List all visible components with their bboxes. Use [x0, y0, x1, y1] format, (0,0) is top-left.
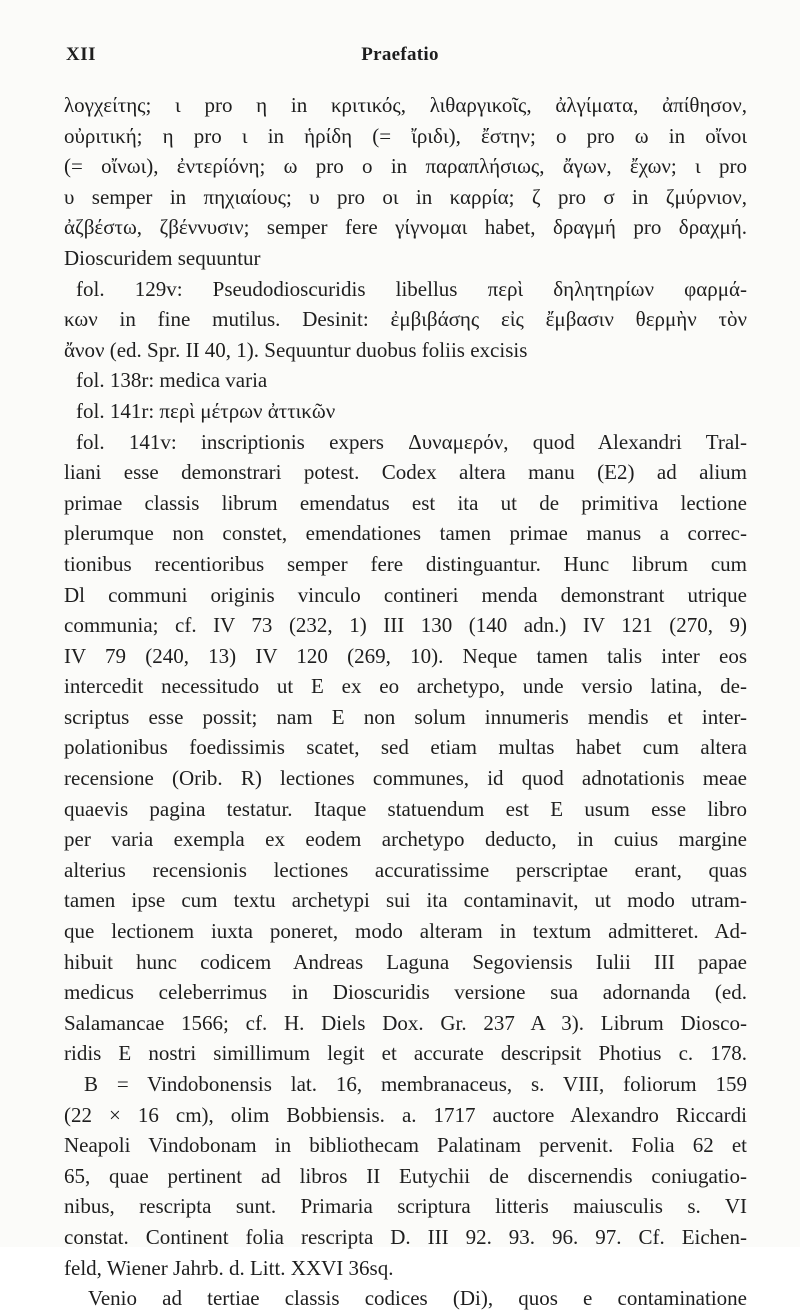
text-line: B = Vindobonensis lat. 16, membranaceus, s. VIII, foliorum 159 — [84, 1072, 747, 1096]
page-number: XII — [66, 44, 97, 65]
text-line: plerumque non constet, emendationes tamen primae manus a correc- — [64, 521, 747, 546]
text-line: tamen ipse cum textu archetypi sui ita contaminavit, ut modo utram- — [64, 888, 747, 913]
text-line: Dioscuridem sequuntur — [64, 245, 261, 270]
text-line: fol. 141r: περὶ μέτρων ἀττικῶν — [76, 398, 336, 423]
text-line: hibuit hunc codicem Andreas Laguna Segoviensis Iulii III papae — [64, 949, 747, 974]
text-line: feld, Wiener Jahrb. d. Litt. XXVI 36sq. — [64, 1255, 394, 1280]
text-line: nibus, rescripta sunt. Primaria scriptura litteris maiusculis s. VI — [64, 1194, 747, 1219]
text-line: polationibus foedissimis scatet, sed etiam multas habet cum altera — [64, 735, 747, 760]
running-title: Praefatio — [361, 44, 439, 65]
text-body — [64, 90, 747, 1314]
text-line: tionibus recentioribus semper fere distinguantur. Hunc librum cum — [64, 551, 747, 576]
text-line: ridis E nostri simillimum legit et accurate descripsit Photius c. 178. — [64, 1041, 747, 1066]
text-line: (22 × 16 cm), olim Bobbiensis. a. 1717 auctore Alexandro Riccardi — [64, 1102, 747, 1127]
text-line: medicus celeberrimus in Dioscuridis versione sua adornanda (ed. — [64, 980, 747, 1005]
text-line: communia; cf. IV 73 (232, 1) III 130 (140 adn.) IV 121 (270, 9) — [64, 613, 747, 638]
text-line: per varia exempla ex eodem archetypo deducto, in cuius margine — [64, 827, 747, 852]
text-line: scriptus esse possit; nam E non solum innumeris mendis et inter- — [64, 704, 747, 729]
text-line: Neapoli Vindobonam in bibliothecam Palatinam pervenit. Folia 62 et — [64, 1133, 747, 1158]
text-line: recensione (Orib. R) lectiones communes, id quod adnotationis meae — [64, 766, 747, 791]
text-line: υ semper in πηχιαίους; υ pro οι in καρρία; ζ pro σ in ζμύρνιον, — [64, 184, 747, 209]
text-line: alterius recensionis lectiones accuratissime perscriptae erant, quas — [64, 857, 747, 882]
text-line: fol. 138r: medica varia — [76, 368, 268, 393]
text-line: IV 79 (240, 13) IV 120 (269, 10). Neque tamen talis inter eos — [64, 643, 747, 668]
text-line: primae classis librum emendatus est ita ut de primitiva lectione — [64, 490, 747, 515]
text-line: fol. 141v: inscriptionis expers Δυναμερόν, quod Alexandri Tral- — [76, 429, 747, 454]
page-header — [58, 44, 742, 74]
text-line: constat. Continent folia rescripta D. III 92. 93. 96. 97. Cf. Eichen- — [64, 1224, 747, 1249]
text-line: οὐριτική; η pro ι in ἡρίδη (= ἴριδι), ἔστην; ο pro ω in οἴνοι — [64, 123, 747, 148]
text-line: Salamancae 1566; cf. H. Diels Dox. Gr. 237 A 3). Librum Diosco- — [64, 1010, 747, 1035]
text-line: Dl communi originis vinculo contineri menda demonstrant utrique — [64, 582, 747, 607]
text-line: que lectionem iuxta poneret, modo alteram in textum admitteret. Ad- — [64, 919, 747, 944]
text-line: fol. 129v: Pseudodioscuridis libellus περὶ δηλητηρίων φαρμά- — [76, 276, 747, 301]
text-line: intercedit necessitudo ut E ex eo archetypo, unde versio latina, de- — [64, 674, 747, 699]
text-line: liani esse demonstrari potest. Codex altera manu (E2) ad alium — [64, 460, 747, 485]
text-line: quaevis pagina testatur. Itaque statuendum est E usum esse libro — [64, 796, 747, 821]
text-line: ἀζβέστω, ζβέννυσιν; semper fere γίγνομαι habet, δραγμή pro δραχμή. — [64, 215, 747, 240]
text-line: 65, quae pertinent ad libros II Eutychii de discernendis coniugatio- — [64, 1163, 747, 1188]
text-line: Venio ad tertiae classis codices (Di), quos e contaminatione — [88, 1286, 747, 1311]
text-line: λογχείτης; ι pro η in κριτικός, λιθαργικοῖς, ἀλγίματα, ἀπίθησον, — [64, 93, 747, 117]
text-line: κων in fine mutilus. Desinit: ἐμβιβάσης εἰς ἔμβασιν θερμὴν τὸν — [64, 307, 747, 332]
text-line: (= οἴνωι), ἐντερίόνη; ω pro ο in παραπλήσιως, ἄγων, ἔχων; ι pro — [64, 154, 747, 179]
text-line: ἄνον (ed. Spr. II 40, 1). Sequuntur duobus foliis excisis — [64, 337, 528, 362]
